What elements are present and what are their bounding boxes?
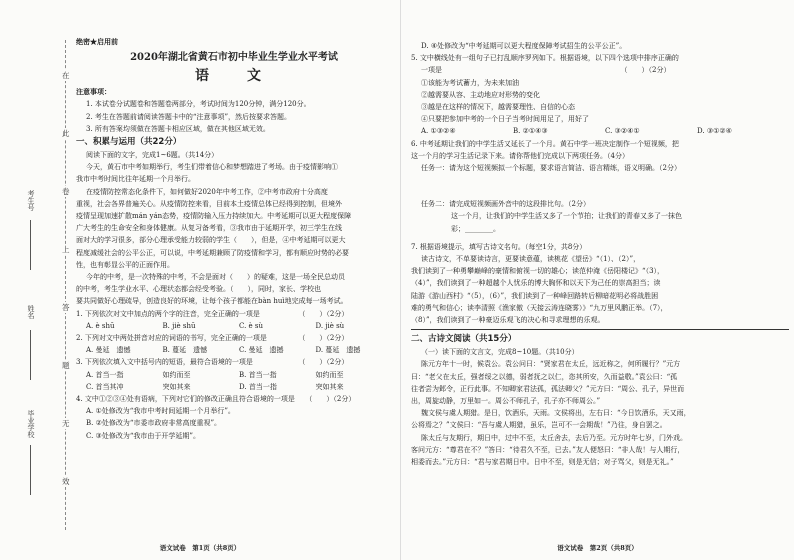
option[interactable]: B. 蔓延 遗憾 xyxy=(162,346,208,355)
passage-line: 今年的中考，是一次特殊的中考，不会是面对（ ）的疑难，这是一场全民总动员 xyxy=(86,273,345,282)
option[interactable]: A. 首当一指 xyxy=(86,370,124,379)
question-1: 1. 下列依次对文中加点的两个字的注音，完全正确的一项是 （ ）（2分） xyxy=(76,309,349,318)
question-3-options-row xyxy=(76,381,392,393)
option[interactable]: D. 蔓延 遗撼 xyxy=(315,346,361,355)
question-6: 6. 中考延期让我们的中学生活又延长了一个月。黄石中学一班决定制作一个短视频，把 xyxy=(411,139,679,148)
passage-line: 我市中考时间比往年延期一个月举行。 xyxy=(76,175,195,184)
option[interactable]: D. ④处修改为“中考延期可以更大程度保障考试招生的公平公正”。 xyxy=(421,42,627,50)
passage-line: 广大考生的生命安全和身体健康。从复习备考看，③我市由于延期开学，初三学生在线 xyxy=(76,224,342,233)
exam-title: 2020年湖北省黄石市初中毕业生学业水平考试 xyxy=(130,52,338,64)
binding-char: 此 xyxy=(62,129,70,138)
option[interactable]: C. 曼延 遗撼 xyxy=(239,346,284,355)
task-1: 任务一：请为这个短视频拟一个标题，要求语言简洁、语言精练，语义明确。（2分） xyxy=(421,164,681,173)
option[interactable]: A. ①③②④ xyxy=(421,127,456,136)
question-7-text: 陆游《游山西村》“（5），（6）”，我们读到了一种峰回路转后柳暗花明必将战胜困 xyxy=(411,291,659,300)
classical-line: 相委而去。”元方曰：“君与家君期日中。日中不至，则是无信；对子骂父，则是无礼。” xyxy=(411,458,674,467)
page-footer: 语文试卷 第1页（共8页） xyxy=(159,544,241,552)
option-detail: 突如其来 xyxy=(162,382,191,391)
option[interactable]: C. ③处修改为“我市由于开学延期”。 xyxy=(86,431,200,440)
classical-line: 客问元方：“尊君在不？”答曰：“待君久不至，已去。”友人便怒曰：“非人哉！与人期行， xyxy=(411,445,685,454)
question-7-text: 难的勇气和信心；读李清照《渔家傲（天接云涛连晓雾）》“九万里风鹏正举。（7）， xyxy=(411,303,668,312)
page-footer: 语文试卷 第2页（共8页） xyxy=(557,544,638,552)
binding-char: 题 xyxy=(62,361,70,370)
passage-line: 在疫情防控常态化条件下，如何做好2020年中考工作，②中考市政府十分高度 xyxy=(86,187,328,196)
school-line[interactable] xyxy=(30,445,31,495)
question-6: 这一个月的学习生活记录下来。请你帮他们完成以下两项任务。（4分） xyxy=(411,151,629,160)
school-label: 毕业学校 xyxy=(27,410,35,438)
question-5: 一项是 （ ）（2分） xyxy=(421,66,671,75)
option[interactable]: D. 首当一指 xyxy=(239,382,277,391)
question-3: 3. 下列依次填入文中括号内的短语，最符合语境的一项是 （ ）（2分） xyxy=(76,358,349,367)
task-2: 任务二：请完成短视频画外音中的这段排比句。（2分） xyxy=(421,200,590,209)
binding-char: 无 xyxy=(62,419,70,428)
classical-line: 陈太丘与友期行，期日中，过中不至，太丘舍去，去后乃至。元方时年七岁，门外戏。 xyxy=(421,433,687,442)
passage-intro: （一）读下面的文言文，完成8~10题。（共10分） xyxy=(421,348,579,357)
name-label: 姓名 xyxy=(27,305,35,319)
question-7-text: 读古诗文，不单要读诗言，更要读意蕴，读桃花《望岳》“（1）、（2）”， xyxy=(421,255,641,264)
secret-mark: 绝密★启用前 xyxy=(76,37,118,46)
classical-line: 陈元方年十一时，候袁公。袁公问曰：“贤家君在太丘，远近称之，何所履行？”元方 xyxy=(421,360,681,369)
option[interactable]: C. 首当其冲 xyxy=(86,382,124,391)
question-7-text: 我们读到了一种勇攀巅峰的豪情和俯视一切的雄心；读范仲淹《岳阳楼记》“（3）， xyxy=(411,267,665,276)
option-detail: 如约而至 xyxy=(162,370,191,379)
name-line[interactable] xyxy=(30,330,31,380)
section-heading: 二、古诗文阅读（共15分） xyxy=(411,334,517,345)
option-detail: 突如其来 xyxy=(315,382,344,391)
sentence-item: ④只要把参加中考的一个日子当考时间用足了，用好了 xyxy=(421,115,589,124)
passage-line: 程度减缓社会的公平公正，可以说，中考延期兼顾了防疫情和学习，都有顺应时势的必要 xyxy=(76,248,349,257)
binding-dashed-line xyxy=(65,40,66,530)
option[interactable]: B. 首当一指 xyxy=(239,370,277,379)
page-2-content xyxy=(411,40,789,468)
student-id-line[interactable] xyxy=(30,220,31,270)
sentence-item: ②越需要从容、主动地应对形势的变化 xyxy=(421,90,540,99)
option[interactable]: A. ①处修改为“我市中考时间延期一个月举行”。 xyxy=(86,407,235,416)
question-7-text: （4）”，我们读到了一种超越个人忧乐的博大胸怀和以天下为己任的崇高担当；读 xyxy=(411,279,661,288)
option[interactable]: A. 曼延 遗憾 xyxy=(86,346,131,355)
classical-line: 出，周旋动静，万里如一。周公不师孔子，孔子亦不师周公。” xyxy=(411,397,601,406)
question-2-options xyxy=(76,344,392,356)
sentence-item: ①该能为考试蓄力，为未来加油 xyxy=(421,78,519,87)
question-1-options xyxy=(76,320,392,332)
passage-line: 性，也有彰显公平的正面作用。 xyxy=(76,260,174,269)
binding-char: 效 xyxy=(62,477,70,486)
classical-line: 曰：“老父在太丘，强者绥之以德，弱者抚之以仁，恣其所安，久而益敬。”袁公曰：“孤 xyxy=(411,372,678,381)
option[interactable]: B. ②处修改为“市委市政府非常高度重视”。 xyxy=(86,419,222,428)
question-4: 4. 文中①②③④处有语病，下列对它们的修改正确且符合语境的一项是 （ ）（2分） xyxy=(76,395,356,404)
option[interactable]: B. jiè shū xyxy=(162,321,196,330)
exam-page-2 xyxy=(401,0,794,560)
question-3-options-row xyxy=(76,369,392,381)
option[interactable]: D. jiè sù xyxy=(315,321,345,330)
passage-line: 要共同做好心理疏导，创造良好的环境，让每个孩子都能在bàn huì地完成每一场考试。 xyxy=(76,297,348,306)
subject-title: 语 文 xyxy=(195,68,273,85)
question-5: 5. 文中横线处有一组句子已打乱顺序罗列如下。根据语境，以下四个选项中排序正确的 xyxy=(411,54,679,63)
classical-line: 公将焉之？”文侯曰：“吾与虞人期猎，虽乐，岂可不一会期哉！”乃往，身自罢之。 xyxy=(411,421,667,430)
option[interactable]: D. ③①②④ xyxy=(697,127,732,136)
question-5-options xyxy=(411,125,789,137)
binding-margin xyxy=(18,40,78,530)
option-detail: 如约而至 xyxy=(315,370,344,379)
option[interactable]: A. è shū xyxy=(86,321,115,330)
task-2-text: 彩；________。 xyxy=(451,224,500,233)
classical-line: 往者尝为邺令，正行此事。不知卿家君法孤，孤法卿父？”元方曰：“周公、孔子，异世而 xyxy=(411,384,685,393)
binding-char: 卷 xyxy=(62,187,70,196)
sentence-item: ③越是在这样的情况下，越需要理性、自信的心态 xyxy=(421,103,575,112)
section-divider xyxy=(411,329,789,330)
page-1-content xyxy=(76,36,392,442)
notice-item: 2. 考生在答题前请阅读答题卡中的“注意事项”，然后按要求答题。 xyxy=(86,112,292,121)
question-2: 2. 下列对文中两处拼音对应的词语的书写，完全正确的一项是 （ ）（2分） xyxy=(76,334,349,343)
passage-line: 今天，黄石市中考如期举行，考生们带着信心和梦想踏进了考场。由于疫情影响① xyxy=(86,163,338,172)
answer-space[interactable] xyxy=(411,174,789,198)
passage-line: 的中考，考生学业水平、心理状态都会经受考验。（ ），同时，家长、学校也 xyxy=(76,285,321,294)
notice-item: 3. 所有答案均须做在答题卡相应区域，做在其他区域无效。 xyxy=(86,124,270,133)
notice-title: 注意事项： xyxy=(76,87,111,97)
task-2-text: 这一个月，让我们的中学生活又多了一个节拍；让我们的青春又多了一抹色 xyxy=(451,212,682,221)
option[interactable]: B. ②①④③ xyxy=(513,127,548,136)
section-heading: 一、积累与运用（共22分） xyxy=(76,137,182,148)
option[interactable]: C. è sù xyxy=(239,321,264,330)
binding-char: 在 xyxy=(62,71,70,80)
question-7: 7. 根据语境提示，填写古诗文名句。（每空1分，共8分） xyxy=(411,242,587,251)
option[interactable]: C. ③②④① xyxy=(605,127,640,136)
passage-intro: 阅读下面的文字，完成1~6题。（共14分） xyxy=(86,151,219,160)
question-7-text: （8）”，我们读到了一种豪迈乐观飞的决心和寻求理想的乐观。 xyxy=(411,316,605,325)
student-id-label: 考生号 xyxy=(27,190,35,211)
classical-line: 魏文侯与虞人期猎。是日，饮酒乐，天雨。文侯将出，左右曰：“今日饮酒乐，天又雨， xyxy=(421,409,691,418)
passage-line: 面对大的学习很多，部分心理承受能力较弱的学生（ ），但是，④中考延期可以更大 xyxy=(76,236,346,245)
passage-line: 疫情呈现加速扩散mán yán态势，疫情防输入压力持续加大。中考延期可以更大程度保障 xyxy=(76,212,352,221)
binding-char: 上 xyxy=(62,245,70,254)
notice-item: 1. 本试卷分试题卷和答题卷两部分，考试时间为120分钟，满分120分。 xyxy=(86,100,311,109)
binding-char: 答 xyxy=(62,303,70,312)
passage-line: 重视，社会各界普遍关心。从疫情防控来看，目前本土疫情总体已经得到控制，但境外 xyxy=(76,199,342,208)
